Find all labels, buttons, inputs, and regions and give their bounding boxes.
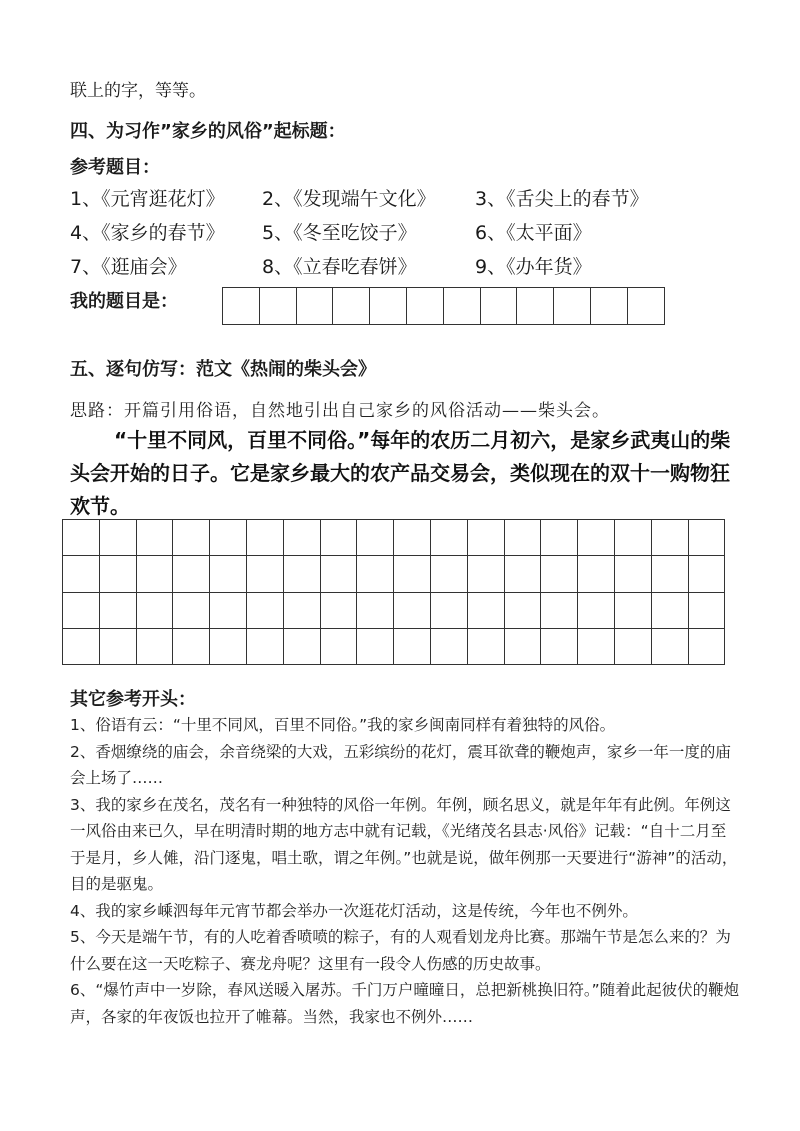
writing-grid-cell[interactable] — [431, 556, 468, 592]
opening-item: 6、“爆竹声中一岁除，春风送暖入屠苏。千门万户曈曈日，总把新桃换旧符。”随着此起彼伏的鞭炮声，各家的年夜饭也拉开了帷幕。当然，我家也不例外…… — [70, 981, 740, 1026]
writing-grid-cell[interactable] — [247, 629, 284, 665]
writing-grid-cell[interactable] — [247, 556, 284, 592]
writing-grid-cell[interactable] — [284, 520, 321, 556]
writing-grid-cell[interactable] — [100, 629, 137, 665]
writing-grid-cell[interactable] — [137, 593, 174, 629]
topic-item: 7、《逛庙会》 — [70, 256, 187, 278]
my-title-label: 我的题目是： — [70, 291, 178, 312]
writing-grid-cell[interactable] — [505, 629, 542, 665]
previous-section-tail: 联上的字，等等。 — [70, 81, 206, 101]
writing-grid-cell[interactable] — [431, 520, 468, 556]
writing-grid-cell[interactable] — [652, 520, 689, 556]
writing-grid-cell[interactable] — [615, 629, 652, 665]
writing-grid-cell[interactable] — [210, 520, 247, 556]
section-5-heading: 五、逐句仿写：范文《热闹的柴头会》 — [70, 359, 376, 380]
writing-grid-cell[interactable] — [578, 593, 615, 629]
topic-item: 8、《立春吃春饼》 — [262, 256, 417, 278]
writing-grid-cell[interactable] — [173, 556, 210, 592]
writing-grid-cell[interactable] — [63, 556, 100, 592]
writing-grid-cell[interactable] — [321, 593, 358, 629]
writing-grid-cell[interactable] — [689, 520, 726, 556]
writing-grid-cell[interactable] — [431, 629, 468, 665]
writing-grid-cell[interactable] — [284, 556, 321, 592]
title-grid-cell[interactable] — [333, 288, 370, 325]
title-grid-cell[interactable] — [517, 288, 554, 325]
writing-grid-cell[interactable] — [615, 520, 652, 556]
title-grid-cell[interactable] — [223, 288, 260, 325]
writing-grid-cell[interactable] — [652, 556, 689, 592]
opening-item: 3、我的家乡在茂名，茂名有一种独特的风俗一年例。年例，顾名思义，就是年年有此例。年例这一风俗由来已久，早在明清时期的地方志中就有记载，《光绪茂名县志·风俗》记载：“自十二月至于是月，乡人傩，沿门逐鬼，唱土歌，谓之年例。”也就是说，做年例那一天要进行“游神”的活动，目的是驱鬼。 — [70, 795, 738, 893]
title-grid-cell[interactable] — [444, 288, 481, 325]
topic-item: 3、《舌尖上的春节》 — [475, 188, 649, 210]
title-grid-cell[interactable] — [407, 288, 444, 325]
writing-grid-cell[interactable] — [100, 593, 137, 629]
opening-item: 2、香烟缭绕的庙会，余音绕梁的大戏，五彩缤纷的花灯，震耳欲聋的鞭炮声，家乡一年一度的庙会上场了…… — [70, 742, 731, 787]
writing-grid-cell[interactable] — [541, 629, 578, 665]
writing-grid-cell[interactable] — [468, 593, 505, 629]
model-passage: “十里不同风，百里不同俗。”每年的农历二月初六，是家乡武夷山的柴头会开始的日子。它是家乡最大的农产品交易会，类似现在的双十一购物狂欢节。 — [70, 428, 731, 518]
opening-item: 5、今天是端午节，有的人吃着香喷喷的粽子，有的人观看划龙舟比赛。那端午节是怎么来的？为什么要在这一天吃粽子、赛龙舟呢？这里有一段令人伤感的历史故事。 — [70, 928, 731, 973]
writing-grid-cell[interactable] — [689, 593, 726, 629]
writing-grid-cell[interactable] — [137, 520, 174, 556]
writing-grid-cell[interactable] — [615, 593, 652, 629]
imitation-writing-grid[interactable] — [62, 519, 725, 665]
writing-grid-cell[interactable] — [63, 593, 100, 629]
topic-item: 6、《太平面》 — [475, 222, 592, 244]
writing-grid-cell[interactable] — [505, 520, 542, 556]
writing-grid-cell[interactable] — [578, 556, 615, 592]
writing-grid-cell[interactable] — [173, 629, 210, 665]
writing-grid-cell[interactable] — [505, 593, 542, 629]
thinking-note: 思路：开篇引用俗语，自然地引出自己家乡的风俗活动——柴头会。 — [70, 401, 610, 421]
writing-grid-cell[interactable] — [394, 593, 431, 629]
writing-grid-cell[interactable] — [394, 629, 431, 665]
writing-grid-cell[interactable] — [689, 556, 726, 592]
title-grid-cell[interactable] — [260, 288, 297, 325]
writing-grid-cell[interactable] — [321, 520, 358, 556]
title-grid-cell[interactable] — [628, 288, 665, 325]
writing-grid-cell[interactable] — [63, 520, 100, 556]
writing-grid-cell[interactable] — [541, 520, 578, 556]
writing-grid-cell[interactable] — [468, 556, 505, 592]
writing-grid-cell[interactable] — [652, 593, 689, 629]
topic-item: 9、《办年货》 — [475, 256, 592, 278]
title-grid-cell[interactable] — [297, 288, 334, 325]
writing-grid-cell[interactable] — [394, 556, 431, 592]
writing-grid-cell[interactable] — [578, 629, 615, 665]
title-grid-cell[interactable] — [481, 288, 518, 325]
writing-grid-cell[interactable] — [100, 520, 137, 556]
writing-grid-cell[interactable] — [615, 556, 652, 592]
writing-grid-cell[interactable] — [210, 629, 247, 665]
writing-grid-cell[interactable] — [578, 520, 615, 556]
writing-grid-cell[interactable] — [173, 593, 210, 629]
writing-grid-cell[interactable] — [541, 593, 578, 629]
writing-grid-cell[interactable] — [468, 629, 505, 665]
writing-grid-cell[interactable] — [468, 520, 505, 556]
topic-item: 5、《冬至吃饺子》 — [262, 222, 417, 244]
writing-grid-cell[interactable] — [173, 520, 210, 556]
topic-item: 1、《元宵逛花灯》 — [70, 188, 225, 210]
topic-item: 4、《家乡的春节》 — [70, 222, 225, 244]
writing-grid-cell[interactable] — [210, 556, 247, 592]
writing-grid-cell[interactable] — [505, 556, 542, 592]
writing-grid-cell[interactable] — [247, 593, 284, 629]
writing-grid-cell[interactable] — [210, 593, 247, 629]
title-grid-cell[interactable] — [554, 288, 591, 325]
writing-grid-cell[interactable] — [357, 556, 394, 592]
title-writing-grid[interactable] — [222, 287, 665, 325]
opening-item: 4、我的家乡嵊泗每年元宵节都会举办一次逛花灯活动，这是传统，今年也不例外。 — [70, 901, 638, 920]
title-grid-cell[interactable] — [370, 288, 407, 325]
writing-grid-cell[interactable] — [63, 629, 100, 665]
reference-topics-label: 参考题目： — [70, 157, 160, 178]
writing-grid-cell[interactable] — [137, 556, 174, 592]
writing-grid-cell[interactable] — [137, 629, 174, 665]
opening-item: 1、俗语有云：“十里不同风，百里不同俗。”我的家乡闽南同样有着独特的风俗。 — [70, 716, 616, 734]
writing-grid-cell[interactable] — [541, 556, 578, 592]
writing-grid-cell[interactable] — [652, 629, 689, 665]
writing-grid-cell[interactable] — [431, 593, 468, 629]
writing-grid-cell[interactable] — [394, 520, 431, 556]
writing-grid-cell[interactable] — [357, 593, 394, 629]
other-openings-list — [70, 712, 740, 1030]
writing-grid-cell[interactable] — [247, 520, 284, 556]
title-grid-cell[interactable] — [591, 288, 628, 325]
writing-grid-cell[interactable] — [689, 629, 726, 665]
topic-item: 2、《发现端午文化》 — [262, 188, 436, 210]
writing-grid-cell[interactable] — [357, 520, 394, 556]
writing-grid-cell[interactable] — [321, 556, 358, 592]
writing-grid-cell[interactable] — [284, 629, 321, 665]
section-4-heading: 四、为习作”家乡的风俗”起标题： — [70, 121, 346, 142]
writing-grid-cell[interactable] — [284, 593, 321, 629]
writing-grid-cell[interactable] — [321, 629, 358, 665]
other-openings-heading: 其它参考开头： — [70, 689, 196, 710]
writing-grid-cell[interactable] — [100, 556, 137, 592]
writing-grid-cell[interactable] — [357, 629, 394, 665]
